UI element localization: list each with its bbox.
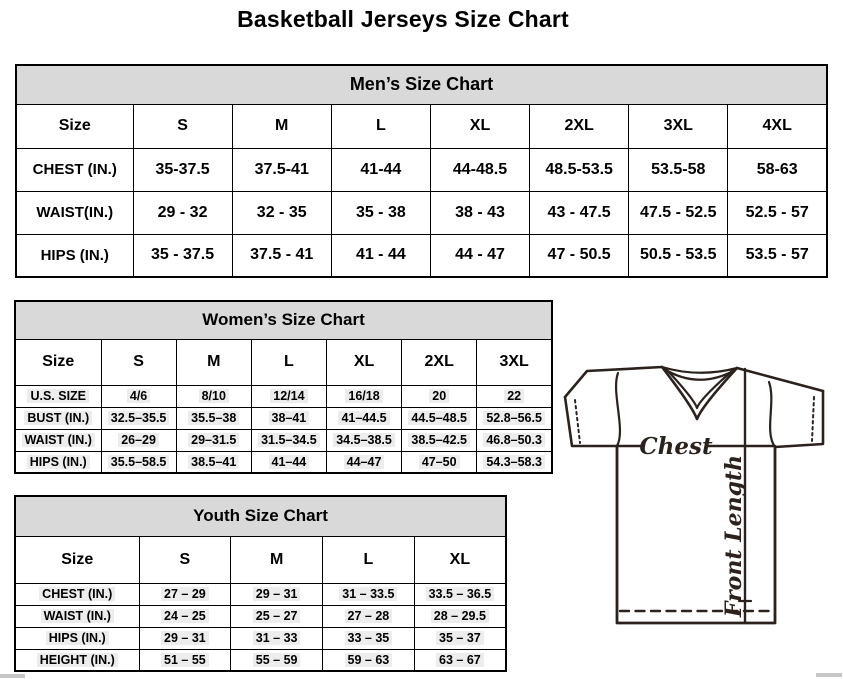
womens-value-cell: 29–31.5: [176, 429, 251, 451]
womens-column-header: Size: [15, 339, 101, 385]
youth-measurement-row: [15, 649, 506, 671]
mens-value-cell: 47 - 50.5: [530, 234, 629, 277]
mens-value-cell: 53.5 - 57: [728, 234, 827, 277]
youth-row-label: HIPS (IN.): [15, 627, 139, 649]
womens-column-header: L: [251, 339, 326, 385]
womens-value-cell: 20: [402, 385, 477, 407]
youth-value-cell: 28 – 29.5: [414, 605, 506, 627]
right-shoulder-seam: [737, 368, 823, 391]
mens-value-cell: 37.5 - 41: [232, 234, 331, 277]
mens-value-cell: 29 - 32: [133, 191, 232, 234]
mens-measurement-row: [16, 234, 827, 277]
womens-row-label: BUST (IN.): [15, 407, 101, 429]
youth-table-title: Youth Size Chart: [15, 496, 506, 536]
youth-value-cell: 31 – 33.5: [323, 583, 415, 605]
mens-value-cell: 58-63: [728, 148, 827, 191]
youth-measurement-row: [15, 583, 506, 605]
womens-value-cell: 38.5–42.5: [402, 429, 477, 451]
womens-row-label: WAIST (IN.): [15, 429, 101, 451]
right-armhole-seam: [769, 382, 775, 447]
mens-column-header: M: [232, 104, 331, 148]
womens-value-cell: 46.8–50.3: [477, 429, 552, 451]
mens-column-header: Size: [16, 104, 133, 148]
womens-value-cell: 16/18: [326, 385, 401, 407]
youth-value-cell: 24 – 25: [139, 605, 231, 627]
youth-measurement-row: [15, 627, 506, 649]
womens-value-cell: 41–44.5: [326, 407, 401, 429]
mens-table-title: Men’s Size Chart: [16, 65, 827, 104]
mens-value-cell: 44-48.5: [430, 148, 529, 191]
youth-value-cell: 63 – 67: [414, 649, 506, 671]
womens-measurement-row: [15, 407, 552, 429]
youth-value-cell: 29 – 31: [231, 583, 323, 605]
mens-measurement-row: [16, 148, 827, 191]
youth-column-header: XL: [414, 536, 506, 583]
womens-value-cell: 35.5–38: [176, 407, 251, 429]
front-length-label: Front Length: [721, 454, 747, 618]
womens-value-cell: 31.5–34.5: [251, 429, 326, 451]
left-armhole-seam: [616, 373, 620, 446]
womens-value-cell: 8/10: [176, 385, 251, 407]
youth-column-header: L: [323, 536, 415, 583]
mens-column-header: L: [331, 104, 430, 148]
womens-value-cell: 35.5–58.5: [101, 451, 176, 473]
mens-column-header: 2XL: [530, 104, 629, 148]
womens-column-header: 2XL: [402, 339, 477, 385]
jersey-body-outline: [617, 446, 775, 623]
youth-value-cell: 29 – 31: [139, 627, 231, 649]
womens-row-label: HIPS (IN.): [15, 451, 101, 473]
left-shoulder-seam: [565, 367, 662, 397]
mens-value-cell: 47.5 - 52.5: [629, 191, 728, 234]
mens-value-cell: 32 - 35: [232, 191, 331, 234]
left-sleeve-stitch-line: [575, 400, 580, 443]
womens-row-label: U.S. SIZE: [15, 385, 101, 407]
womens-column-header: 3XL: [477, 339, 552, 385]
mens-value-cell: 50.5 - 53.5: [629, 234, 728, 277]
youth-value-cell: 51 – 55: [139, 649, 231, 671]
womens-value-cell: 44.5–48.5: [402, 407, 477, 429]
bottom-left-scroll-strip: [0, 674, 25, 678]
mens-value-cell: 43 - 47.5: [530, 191, 629, 234]
page-title: Basketball Jerseys Size Chart: [237, 6, 569, 32]
womens-value-cell: 52.8–56.5: [477, 407, 552, 429]
youth-value-cell: 35 – 37: [414, 627, 506, 649]
mens-value-cell: 52.5 - 57: [728, 191, 827, 234]
womens-value-cell: 22: [477, 385, 552, 407]
youth-value-cell: 59 – 63: [323, 649, 415, 671]
mens-column-header: S: [133, 104, 232, 148]
mens-value-cell: 37.5-41: [232, 148, 331, 191]
mens-value-cell: 35 - 38: [331, 191, 430, 234]
mens-size-table: [15, 64, 828, 278]
youth-value-cell: 25 – 27: [231, 605, 323, 627]
left-sleeve-outline: [565, 397, 617, 446]
womens-column-header: XL: [326, 339, 401, 385]
womens-value-cell: 47–50: [402, 451, 477, 473]
womens-column-header: M: [176, 339, 251, 385]
womens-measurement-row: [15, 451, 552, 473]
mens-column-header: 4XL: [728, 104, 827, 148]
youth-table-caption-row: [15, 496, 506, 536]
mens-row-label: WAIST(IN.): [16, 191, 133, 234]
womens-value-cell: 12/14: [251, 385, 326, 407]
mens-row-label: CHEST (IN.): [16, 148, 133, 191]
right-sleeve-outline: [775, 391, 823, 447]
youth-row-label: HEIGHT (IN.): [15, 649, 139, 671]
youth-size-table: [14, 495, 507, 672]
bottom-right-scroll-strip: [816, 673, 842, 677]
womens-value-cell: 38–41: [251, 407, 326, 429]
womens-size-header-row: [15, 339, 552, 385]
mens-value-cell: 48.5-53.5: [530, 148, 629, 191]
womens-value-cell: 41–44: [251, 451, 326, 473]
mens-column-header: 3XL: [629, 104, 728, 148]
womens-table-caption-row: [15, 301, 552, 339]
youth-value-cell: 31 – 33: [231, 627, 323, 649]
jersey-measurement-diagram: [556, 362, 843, 658]
youth-column-header: S: [139, 536, 231, 583]
youth-value-cell: 27 – 29: [139, 583, 231, 605]
womens-value-cell: 32.5–35.5: [101, 407, 176, 429]
womens-measurement-row: [15, 429, 552, 451]
womens-value-cell: 4/6: [101, 385, 176, 407]
womens-column-header: S: [101, 339, 176, 385]
youth-column-header: M: [231, 536, 323, 583]
youth-value-cell: 55 – 59: [231, 649, 323, 671]
mens-row-label: HIPS (IN.): [16, 234, 133, 277]
womens-value-cell: 34.5–38.5: [326, 429, 401, 451]
mens-value-cell: 41-44: [331, 148, 430, 191]
youth-value-cell: 33.5 – 36.5: [414, 583, 506, 605]
womens-value-cell: 38.5–41: [176, 451, 251, 473]
mens-table-caption-row: [16, 65, 827, 104]
womens-size-table: [14, 300, 553, 474]
right-sleeve-stitch-line: [812, 397, 814, 441]
mens-size-header-row: [16, 104, 827, 148]
youth-column-header: Size: [15, 536, 139, 583]
womens-table-title: Women’s Size Chart: [15, 301, 552, 339]
youth-row-label: WAIST (IN.): [15, 605, 139, 627]
youth-row-label: CHEST (IN.): [15, 583, 139, 605]
mens-column-header: XL: [430, 104, 529, 148]
mens-value-cell: 35-37.5: [133, 148, 232, 191]
mens-value-cell: 53.5-58: [629, 148, 728, 191]
youth-measurement-row: [15, 605, 506, 627]
mens-value-cell: 44 - 47: [430, 234, 529, 277]
chest-label: Chest: [639, 433, 713, 460]
womens-value-cell: 44–47: [326, 451, 401, 473]
mens-value-cell: 41 - 44: [331, 234, 430, 277]
mens-measurement-row: [16, 191, 827, 234]
womens-measurement-row: [15, 385, 552, 407]
youth-size-header-row: [15, 536, 506, 583]
womens-value-cell: 26–29: [101, 429, 176, 451]
youth-value-cell: 27 – 28: [323, 605, 415, 627]
mens-value-cell: 35 - 37.5: [133, 234, 232, 277]
mens-value-cell: 38 - 43: [430, 191, 529, 234]
womens-value-cell: 54.3–58.3: [477, 451, 552, 473]
back-collar-curve-outer: [662, 367, 737, 373]
youth-value-cell: 33 – 35: [323, 627, 415, 649]
